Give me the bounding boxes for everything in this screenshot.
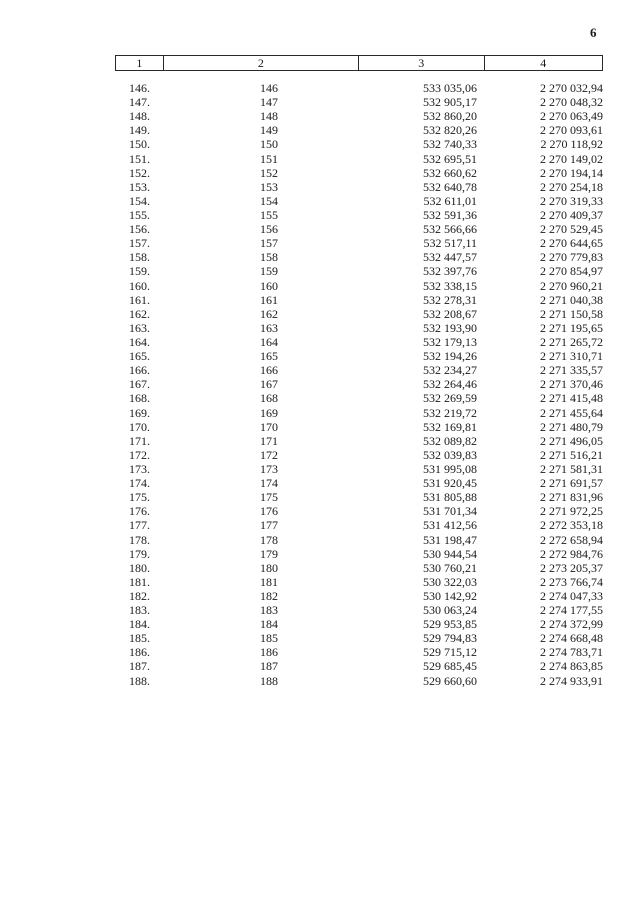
row-number: 165. <box>129 349 150 364</box>
row-number: 168. <box>129 391 150 406</box>
coord-y: 2 270 409,37 <box>540 207 603 222</box>
coord-x: 532 640,78 <box>423 179 477 194</box>
coord-x: 529 685,45 <box>423 659 477 674</box>
coord-x: 532 517,11 <box>423 236 477 251</box>
point-id: 179 <box>260 546 278 561</box>
coord-x: 530 142,92 <box>423 588 477 603</box>
row-number: 176. <box>129 504 150 519</box>
row-number: 181. <box>129 574 150 589</box>
table-row <box>115 674 603 688</box>
row-number: 186. <box>129 645 150 660</box>
point-id: 171 <box>260 433 278 448</box>
coord-y: 2 271 581,31 <box>540 461 603 476</box>
table-row <box>115 264 603 278</box>
point-id: 172 <box>260 447 278 462</box>
table-row <box>115 109 603 123</box>
point-id: 147 <box>260 95 278 110</box>
table-row <box>115 81 603 95</box>
point-id: 152 <box>260 165 278 180</box>
table-row <box>115 617 603 631</box>
coord-x: 530 322,03 <box>423 574 477 589</box>
coord-y: 2 273 766,74 <box>540 574 603 589</box>
row-number: 164. <box>129 334 150 349</box>
point-id: 164 <box>260 334 278 349</box>
coord-y: 2 270 254,18 <box>540 179 603 194</box>
coord-y: 2 271 455,64 <box>540 405 603 420</box>
coord-x: 533 035,06 <box>423 81 477 95</box>
point-id: 166 <box>260 363 278 378</box>
table-row <box>115 123 603 137</box>
row-number: 148. <box>129 109 150 124</box>
coord-y: 2 270 194,14 <box>540 165 603 180</box>
point-id: 163 <box>260 320 278 335</box>
coordinates-table <box>115 81 603 688</box>
coord-y: 2 270 960,21 <box>540 278 603 293</box>
coord-y: 2 270 032,94 <box>540 81 603 95</box>
coord-y: 2 274 177,55 <box>540 603 603 618</box>
coord-x: 532 397,76 <box>423 264 477 279</box>
table-row <box>115 95 603 109</box>
row-number: 154. <box>129 193 150 208</box>
table-row <box>115 363 603 377</box>
coord-x: 529 794,83 <box>423 631 477 646</box>
coord-x: 532 269,59 <box>423 391 477 406</box>
coord-x: 532 219,72 <box>423 405 477 420</box>
point-id: 158 <box>260 250 278 265</box>
point-id: 177 <box>260 518 278 533</box>
point-id: 185 <box>260 631 278 646</box>
coord-y: 2 270 048,32 <box>540 95 603 110</box>
table-row <box>115 236 603 250</box>
point-id: 165 <box>260 349 278 364</box>
point-id: 187 <box>260 659 278 674</box>
point-id: 167 <box>260 377 278 392</box>
coord-x: 532 338,15 <box>423 278 477 293</box>
coord-y: 2 270 063,49 <box>540 109 603 124</box>
coord-y: 2 270 529,45 <box>540 222 603 237</box>
coord-x: 532 193,90 <box>423 320 477 335</box>
coord-y: 2 270 093,61 <box>540 123 603 138</box>
coord-y: 2 271 310,71 <box>540 349 603 364</box>
row-number: 159. <box>129 264 150 279</box>
coord-y: 2 274 783,71 <box>540 645 603 660</box>
point-id: 151 <box>260 151 278 166</box>
coord-y: 2 271 195,65 <box>540 320 603 335</box>
coord-y: 2 271 150,58 <box>540 306 603 321</box>
table-row <box>115 490 603 504</box>
table-row <box>115 406 603 420</box>
table-row <box>115 250 603 264</box>
coord-x: 531 805,88 <box>423 490 477 505</box>
row-number: 163. <box>129 320 150 335</box>
coord-y: 2 272 984,76 <box>540 546 603 561</box>
coord-x: 530 944,54 <box>423 546 477 561</box>
row-number: 156. <box>129 222 150 237</box>
row-number: 173. <box>129 461 150 476</box>
row-number: 152. <box>129 165 150 180</box>
point-id: 146 <box>260 81 278 95</box>
table-row <box>115 208 603 222</box>
coord-x: 532 089,82 <box>423 433 477 448</box>
header-col-3: 3 <box>359 56 484 70</box>
row-number: 184. <box>129 617 150 632</box>
row-number: 182. <box>129 588 150 603</box>
table-row <box>115 603 603 617</box>
coord-y: 2 271 831,96 <box>540 490 603 505</box>
row-number: 153. <box>129 179 150 194</box>
row-number: 151. <box>129 151 150 166</box>
table-row <box>115 631 603 645</box>
coord-x: 532 039,83 <box>423 447 477 462</box>
row-number: 179. <box>129 546 150 561</box>
coord-y: 2 272 353,18 <box>540 518 603 533</box>
row-number: 160. <box>129 278 150 293</box>
coord-y: 2 270 118,92 <box>540 137 603 152</box>
coord-x: 532 447,57 <box>423 250 477 265</box>
table-row <box>115 448 603 462</box>
coord-y: 2 271 335,57 <box>540 363 603 378</box>
coord-y: 2 270 854,97 <box>540 264 603 279</box>
point-id: 188 <box>260 673 278 688</box>
table-row <box>115 307 603 321</box>
coord-x: 532 194,26 <box>423 349 477 364</box>
coord-x: 532 740,33 <box>423 137 477 152</box>
point-id: 182 <box>260 588 278 603</box>
point-id: 154 <box>260 193 278 208</box>
coord-x: 529 715,12 <box>423 645 477 660</box>
coord-y: 2 271 480,79 <box>540 419 603 434</box>
point-id: 156 <box>260 222 278 237</box>
table-row <box>115 335 603 349</box>
row-number: 172. <box>129 447 150 462</box>
table-row <box>115 645 603 659</box>
table-row <box>115 589 603 603</box>
coord-y: 2 271 370,46 <box>540 377 603 392</box>
table-row <box>115 518 603 532</box>
point-id: 148 <box>260 109 278 124</box>
coord-x: 532 169,81 <box>423 419 477 434</box>
coord-y: 2 271 972,25 <box>540 504 603 519</box>
point-id: 181 <box>260 574 278 589</box>
point-id: 186 <box>260 645 278 660</box>
row-number: 169. <box>129 405 150 420</box>
coord-y: 2 271 265,72 <box>540 334 603 349</box>
table-row <box>115 293 603 307</box>
row-number: 155. <box>129 207 150 222</box>
coord-y: 2 273 205,37 <box>540 560 603 575</box>
coord-y: 2 270 149,02 <box>540 151 603 166</box>
coord-x: 531 920,45 <box>423 476 477 491</box>
row-number: 157. <box>129 236 150 251</box>
coord-x: 532 820,26 <box>423 123 477 138</box>
coord-x: 532 208,67 <box>423 306 477 321</box>
row-number: 147. <box>129 95 150 110</box>
table-row <box>115 391 603 405</box>
table-row <box>115 561 603 575</box>
row-number: 177. <box>129 518 150 533</box>
table-row <box>115 137 603 151</box>
row-number: 178. <box>129 532 150 547</box>
row-number: 187. <box>129 659 150 674</box>
coord-y: 2 274 372,99 <box>540 617 603 632</box>
point-id: 161 <box>260 292 278 307</box>
coord-y: 2 274 047,33 <box>540 588 603 603</box>
coord-x: 529 953,85 <box>423 617 477 632</box>
point-id: 178 <box>260 532 278 547</box>
coord-x: 531 412,56 <box>423 518 477 533</box>
coord-x: 530 760,21 <box>423 560 477 575</box>
table-row <box>115 504 603 518</box>
point-id: 149 <box>260 123 278 138</box>
row-number: 170. <box>129 419 150 434</box>
coord-x: 532 611,01 <box>423 193 477 208</box>
point-id: 175 <box>260 490 278 505</box>
table-row <box>115 180 603 194</box>
coord-y: 2 270 779,83 <box>540 250 603 265</box>
coord-y: 2 274 933,91 <box>540 673 603 688</box>
coord-x: 532 591,36 <box>423 207 477 222</box>
coord-y: 2 271 516,21 <box>540 447 603 462</box>
table-row <box>115 222 603 236</box>
row-number: 162. <box>129 306 150 321</box>
point-id: 180 <box>260 560 278 575</box>
coord-x: 532 695,51 <box>423 151 477 166</box>
point-id: 150 <box>260 137 278 152</box>
point-id: 157 <box>260 236 278 251</box>
row-number: 158. <box>129 250 150 265</box>
coord-x: 532 660,62 <box>423 165 477 180</box>
point-id: 173 <box>260 461 278 476</box>
page-number: 6 <box>590 25 597 40</box>
table-row <box>115 321 603 335</box>
coord-x: 532 905,17 <box>423 95 477 110</box>
row-number: 188. <box>129 673 150 688</box>
coord-y: 2 270 644,65 <box>540 236 603 251</box>
table-row <box>115 152 603 166</box>
coord-y: 2 274 863,85 <box>540 659 603 674</box>
table-row <box>115 194 603 208</box>
coord-y: 2 270 319,33 <box>540 193 603 208</box>
coord-x: 532 264,46 <box>423 377 477 392</box>
coord-x: 532 278,31 <box>423 292 477 307</box>
table-row <box>115 462 603 476</box>
point-id: 184 <box>260 617 278 632</box>
point-id: 153 <box>260 179 278 194</box>
coord-x: 532 566,66 <box>423 222 477 237</box>
row-number: 175. <box>129 490 150 505</box>
coord-y: 2 271 691,57 <box>540 476 603 491</box>
table-row <box>115 349 603 363</box>
coord-x: 531 198,47 <box>423 532 477 547</box>
table-header <box>115 55 603 71</box>
point-id: 170 <box>260 419 278 434</box>
point-id: 176 <box>260 504 278 519</box>
point-id: 155 <box>260 207 278 222</box>
table-row <box>115 547 603 561</box>
table-row <box>115 533 603 547</box>
table-row <box>115 659 603 673</box>
table-row <box>115 377 603 391</box>
coord-x: 532 234,27 <box>423 363 477 378</box>
header-col-1: 1 <box>116 56 164 70</box>
coord-x: 531 995,08 <box>423 461 477 476</box>
table-row <box>115 476 603 490</box>
row-number: 183. <box>129 603 150 618</box>
point-id: 174 <box>260 476 278 491</box>
row-number: 149. <box>129 123 150 138</box>
table-row <box>115 434 603 448</box>
row-number: 150. <box>129 137 150 152</box>
table-row <box>115 279 603 293</box>
coord-x: 530 063,24 <box>423 603 477 618</box>
table-row <box>115 575 603 589</box>
coord-x: 532 179,13 <box>423 334 477 349</box>
row-number: 180. <box>129 560 150 575</box>
header-col-2: 2 <box>164 56 359 70</box>
coord-y: 2 271 496,05 <box>540 433 603 448</box>
point-id: 162 <box>260 306 278 321</box>
point-id: 168 <box>260 391 278 406</box>
table-row <box>115 420 603 434</box>
row-number: 167. <box>129 377 150 392</box>
table-row <box>115 166 603 180</box>
row-number: 161. <box>129 292 150 307</box>
row-number: 174. <box>129 476 150 491</box>
point-id: 183 <box>260 603 278 618</box>
header-col-4: 4 <box>540 56 547 70</box>
coord-x: 529 660,60 <box>423 673 477 688</box>
coord-y: 2 271 040,38 <box>540 292 603 307</box>
row-number: 146. <box>129 81 150 95</box>
coord-y: 2 271 415,48 <box>540 391 603 406</box>
row-number: 166. <box>129 363 150 378</box>
coord-y: 2 272 658,94 <box>540 532 603 547</box>
row-number: 171. <box>129 433 150 448</box>
point-id: 169 <box>260 405 278 420</box>
point-id: 159 <box>260 264 278 279</box>
coord-x: 531 701,34 <box>423 504 477 519</box>
point-id: 160 <box>260 278 278 293</box>
coord-y: 2 274 668,48 <box>540 631 603 646</box>
row-number: 185. <box>129 631 150 646</box>
coord-x: 532 860,20 <box>423 109 477 124</box>
